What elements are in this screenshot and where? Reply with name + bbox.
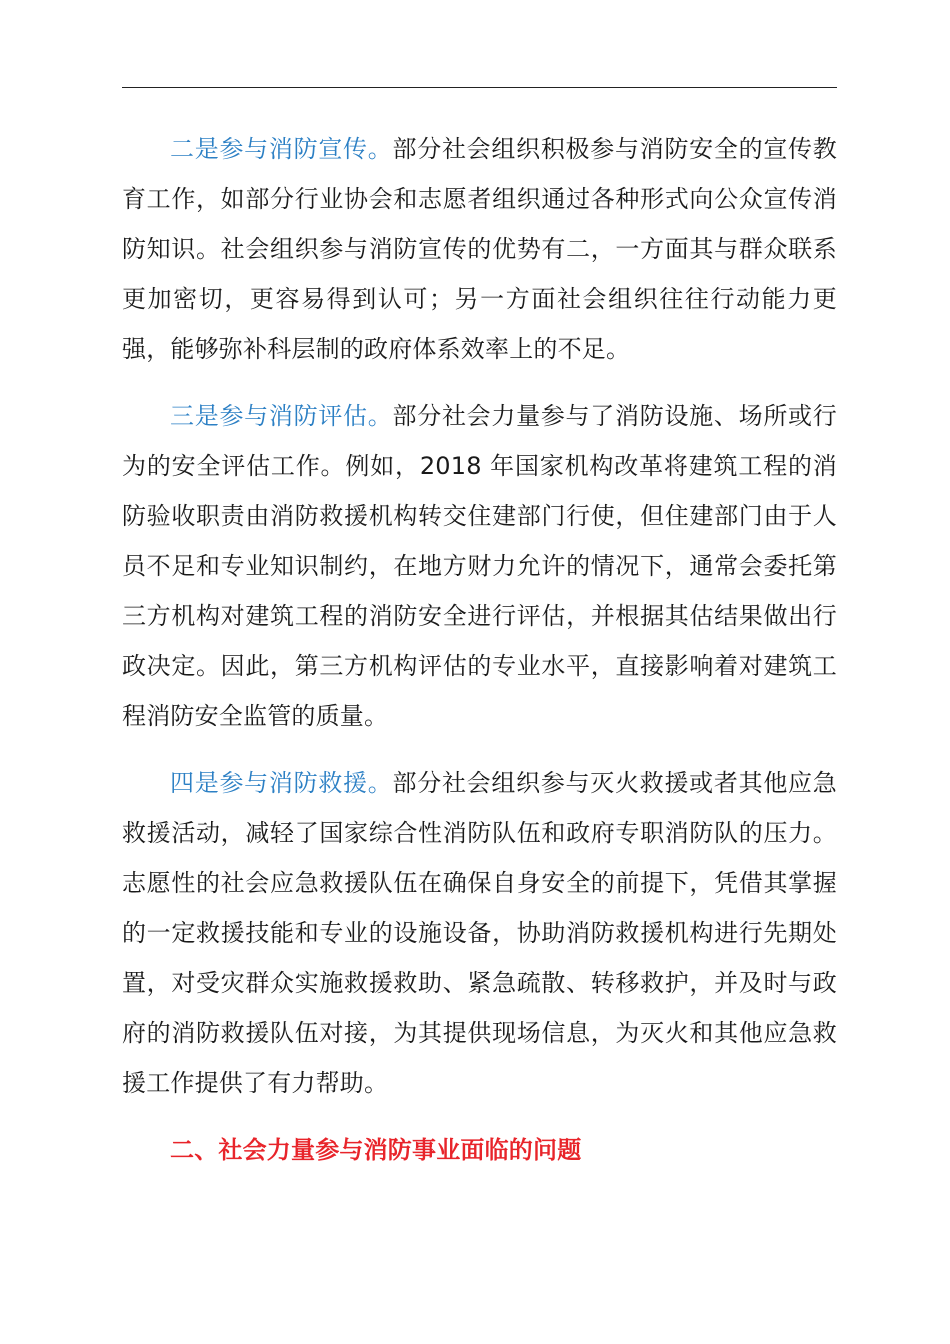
paragraph-lead: 四是参与消防救援。: [170, 769, 393, 797]
header-rule: [122, 87, 837, 88]
paragraph-assessment: [122, 391, 837, 741]
paragraph-lead: 二是参与消防宣传。: [170, 135, 393, 163]
paragraph-body: 部分社会组织积极参与消防安全的宣传教育工作，如部分行业协会和志愿者组织通过各种形式向公众宣传消防知识。社会组织参与消防宣传的优势有二，一方面其与群众联系更加密切，更容易得到认可；另一方面社会组织往往行动能力更强，能够弥补科层制的政府体系效率上的不足。: [122, 135, 837, 363]
paragraph-body: 部分社会力量参与了消防设施、场所或行为的安全评估工作。例如，2018 年国家机构改革将建筑工程的消防验收职责由消防救援机构转交住建部门行使，但住建部门由于人员不足和专业知识制约，在地方财力允许的情况下，通常会委托第三方机构对建筑工程的消防安全进行评估，并根据其估结果做出行政决定。因此，第三方机构评估的专业水平，直接影响着对建筑工程消防安全监管的质量。: [122, 402, 837, 730]
section-heading: 二、社会力量参与消防事业面临的问题: [170, 1136, 582, 1164]
paragraph-body: 部分社会组织参与灭火救援或者其他应急救援活动，减轻了国家综合性消防队伍和政府专职消防队的压力。志愿性的社会应急救援队伍在确保自身安全的前提下，凭借其掌握的一定救援技能和专业的设施设备，协助消防救援机构进行先期处置，对受灾群众实施救援救助、紧急疏散、转移救护，并及时与政府的消防救援队伍对接，为其提供现场信息，为灭火和其他应急救援工作提供了有力帮助。: [122, 769, 837, 1097]
paragraph-lead: 三是参与消防评估。: [170, 402, 393, 430]
document-body: [122, 124, 837, 1175]
paragraph-publicity: [122, 124, 837, 374]
paragraph-rescue: [122, 758, 837, 1108]
